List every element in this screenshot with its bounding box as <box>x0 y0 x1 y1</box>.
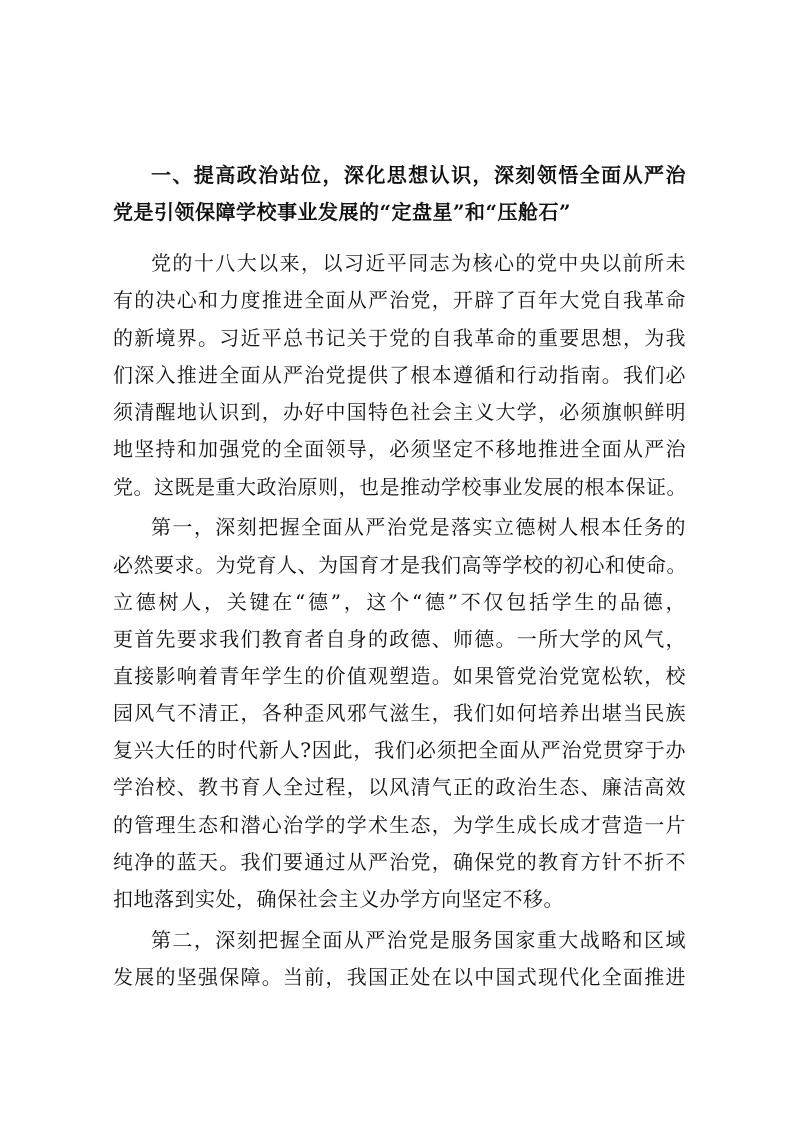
paragraph-line: 发展的坚强保障。当前，我国正处在以中国式现代化全面推进 <box>113 965 686 989</box>
heading-line: 一、提高政治站位，深化思想认识，深刻领悟全面从严治 <box>151 163 686 187</box>
paragraph-line: 第二，深刻把握全面从严治党是服务国家重大战略和区域 <box>151 928 686 952</box>
paragraph-line: 直接影响着青年学生的价值观塑造。如果管党治党宽松软，校 <box>113 664 686 688</box>
paragraph-line: 学治校、教书育人全过程，以风清气正的政治生态、廉洁高效 <box>113 775 686 799</box>
paragraph-line: 党。这既是重大政治原则，也是推动学校事业发展的根本保证。 <box>113 475 687 499</box>
paragraph-line: 必然要求。为党育人、为国育才是我们高等学校的初心和使命。 <box>113 553 687 577</box>
paragraph-line: 有的决心和力度推进全面从严治党，开辟了百年大党自我革命 <box>113 288 686 312</box>
paragraph-line: 须清醒地认识到，办好中国特色社会主义大学，必须旗帜鲜明 <box>113 400 686 424</box>
paragraph-line: 立德树人，关键在“德”，这个“德”不仅包括学生的品德， <box>113 590 686 614</box>
paragraph-line: 更首先要求我们教育者自身的政德、师德。一所大学的风气， <box>113 627 686 651</box>
paragraph-line: 党的十八大以来，以习近平同志为核心的党中央以前所未 <box>151 251 686 275</box>
paragraph-line: 地坚持和加强党的全面领导，必须坚定不移地推进全面从严治 <box>113 437 686 461</box>
paragraph-line: 的新境界。习近平总书记关于党的自我革命的重要思想，为我 <box>113 326 686 350</box>
heading-line: 党是引领保障学校事业发展的“定盘星”和“压舱石” <box>113 200 572 224</box>
paragraph-line: 的管理生态和潜心治学的学术生态，为学生成长成才营造一片 <box>113 813 686 837</box>
paragraph-line: 复兴大任的时代新人?因此，我们必须把全面从严治党贯穿于办 <box>113 738 686 762</box>
paragraph-line: 纯净的蓝天。我们要通过从严治党，确保党的教育方针不折不 <box>113 850 686 874</box>
paragraph-line: 们深入推进全面从严治党提供了根本遵循和行动指南。我们必 <box>113 363 686 387</box>
paragraph-line: 园风气不清正，各种歪风邪气滋生，我们如何培养出堪当民族 <box>113 701 686 725</box>
paragraph-line: 第一，深刻把握全面从严治党是落实立德树人根本任务的 <box>151 515 686 539</box>
paragraph-line: 扣地落到实处，确保社会主义办学方向坚定不移。 <box>113 887 564 911</box>
